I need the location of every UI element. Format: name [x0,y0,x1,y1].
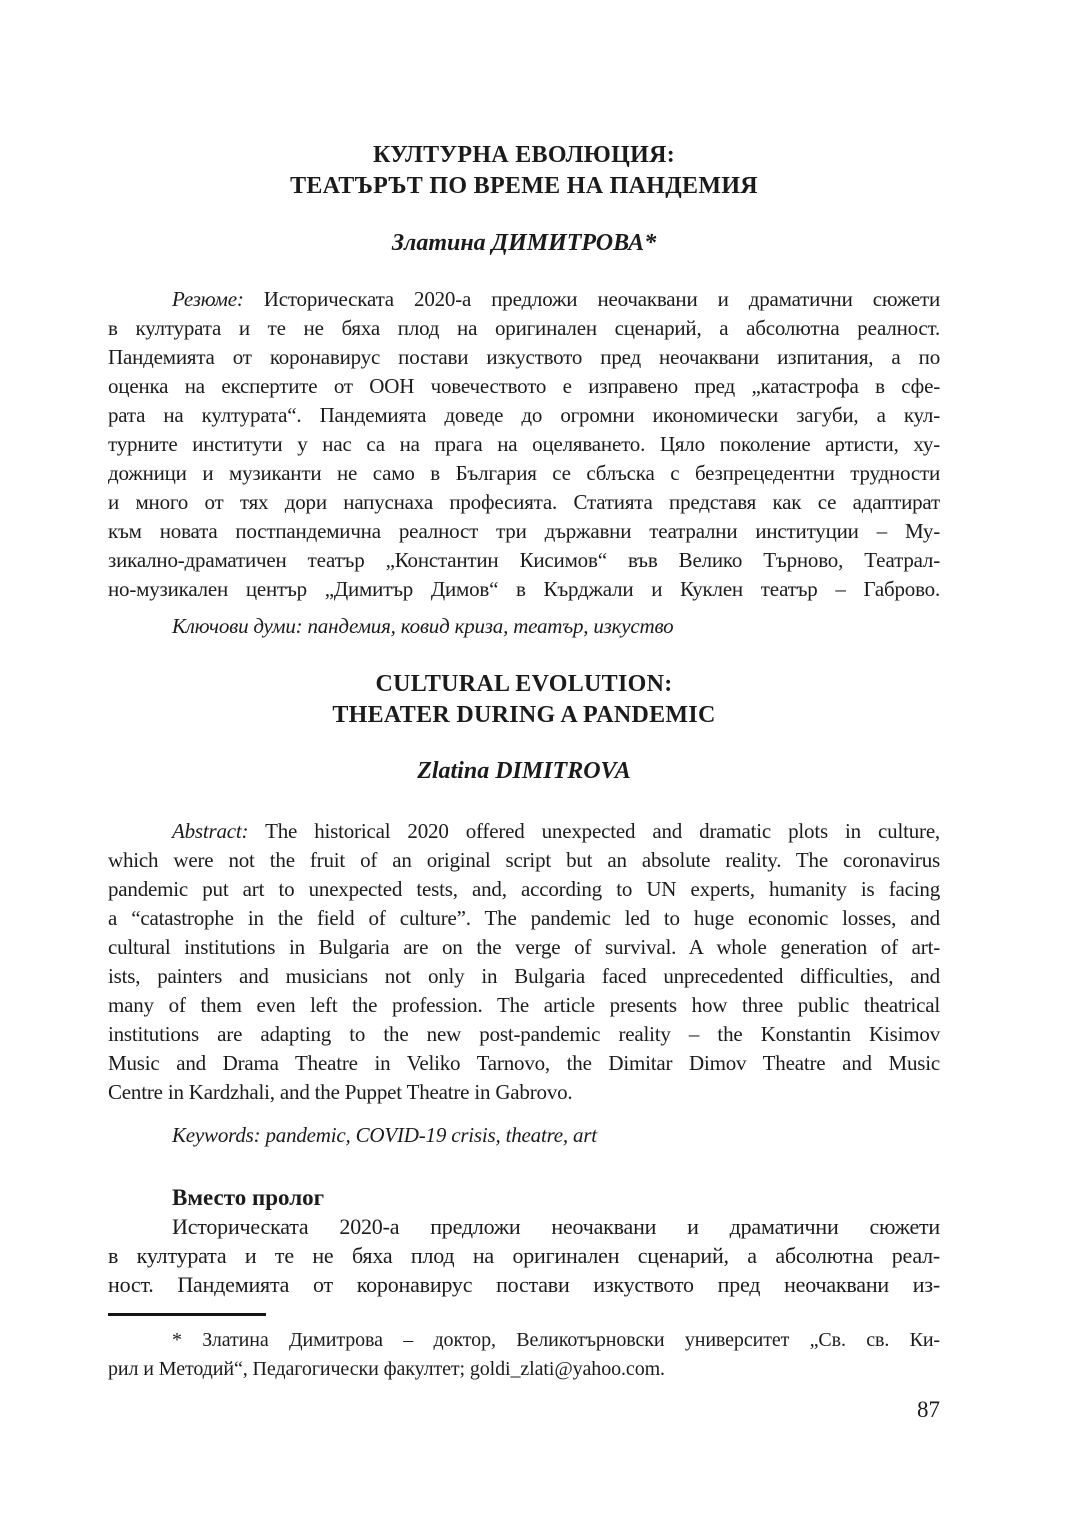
text-line [108,285,940,314]
title-line: КУЛТУРНА ЕВОЛЮЦИЯ: [373,142,675,168]
title-line: ТЕАТЪРЪТ ПО ВРЕМЕ НА ПАНДЕМИЯ [290,173,758,199]
abstract-first-line-text: The historical 2020 offered unexpected and dramatic plots in culture, [248,819,940,843]
text-line: но-музикален център „Димитър Димов“ в Кърджали и Куклен театър – Габрово. [108,577,940,601]
text-line: institutions are adapting to the new post-pandemic reality – the Konstantin Kisimov [108,1022,940,1046]
title-line: CULTURAL EVOLUTION: [375,671,673,697]
text-line: в културата и те не бяха плод на оригинален сценарий, а абсолютна реал- [108,1243,940,1268]
abstract-bg [108,285,940,604]
text-line: pandemic put art to unexpected tests, and, according to UN experts, humanity is facing [108,877,940,901]
body-paragraph-lines [108,1241,940,1299]
text-line: Music and Drama Theatre in Veliko Tarnovo, the Dimitar Dimov Theatre and Music [108,1051,940,1075]
author-bg: Златина ДИМИТРОВА* [391,230,657,256]
abstract-first-line-text: Историческата 2020-а предложи неочаквани и драматични сюжети [243,287,940,311]
text-line: which were not the fruit of an original script but an absolute reality. The coronavirus [108,848,940,872]
abstract-en-lines [108,846,940,1078]
text-line: ност. Пандемията от коронавирус постави изкуството пред неочаквани из- [108,1272,940,1297]
page-number: 87 [917,1397,940,1422]
text-line: ists, painters and musicians not only in Bulgaria faced unprecedented difficulties, and [108,964,940,988]
title-line: THEATER DURING A PANDEMIC [332,702,716,728]
keywords-en: Keywords: pandemic, COVID-19 crisis, theatre, art [172,1123,597,1147]
text-line: many of them even left the profession. The article presents how three public theatrical [108,993,940,1017]
article-title-en [108,669,940,731]
text-line: зикално-драматичен театър „Константин Кисимов“ във Велико Търново, Театрал- [108,548,940,572]
section-heading: Вместо пролог [172,1185,325,1210]
text-line: дожници и музиканти не само в България се сблъска с безпрецедентни трудности [108,461,940,485]
article-title-bg [108,140,940,202]
footnote [108,1326,940,1384]
text-line: към новата постпандемична реалност три държавни театрални институции – Му- [108,519,940,543]
abstract-label-bg: Резюме: [172,287,244,311]
text-line: оценка на експертите от ООН човечеството е изправено пред „катастрофа в сфе- [108,374,940,398]
abstract-en [108,817,940,1107]
keywords-bg: Ключови думи: пандемия, ковид криза, театър, изкуство [172,614,674,638]
text-line: в културата и те не бяха плод на оригинален сценарий, а абсолютна реалност. [108,316,940,340]
text-line [108,817,940,846]
page-content [108,0,940,1384]
text-line: * Златина Димитрова – доктор, Великотърновски университет „Св. св. Ки- [172,1329,940,1351]
author-en: Zlatina DIMITROVA [417,758,631,784]
abstract-label-en: Abstract: [172,819,249,843]
text-line: Историческата 2020-а предложи неочаквани и драматични сюжети [172,1214,940,1239]
text-line: Пандемията от коронавирус постави изкуството пред неочаквани изпитания, а по [108,345,940,369]
text-line: рил и Методий“, Педагогически факултет; goldi_zlati@yahoo.com. [108,1358,665,1380]
text-line: рата на културата“. Пандемията доведе до огромни икономически загуби, а кул- [108,403,940,427]
text-line: cultural institutions in Bulgaria are on the verge of survival. A whole generation of art- [108,935,940,959]
text-line: и много от тях дори напуснаха професията. Статията представя как се адаптират [108,490,940,514]
footnote-separator [108,1313,266,1316]
text-line: a “catastrophe in the field of culture”. The pandemic led to huge economic losses, and [108,906,940,930]
body-paragraph [108,1212,940,1299]
abstract-bg-lines [108,314,940,604]
text-line: турните институти у нас са на прага на оцеляването. Цяло поколение артисти, ху- [108,432,940,456]
text-line: Centre in Kardzhali, and the Puppet Theatre in Gabrovo. [108,1080,573,1104]
